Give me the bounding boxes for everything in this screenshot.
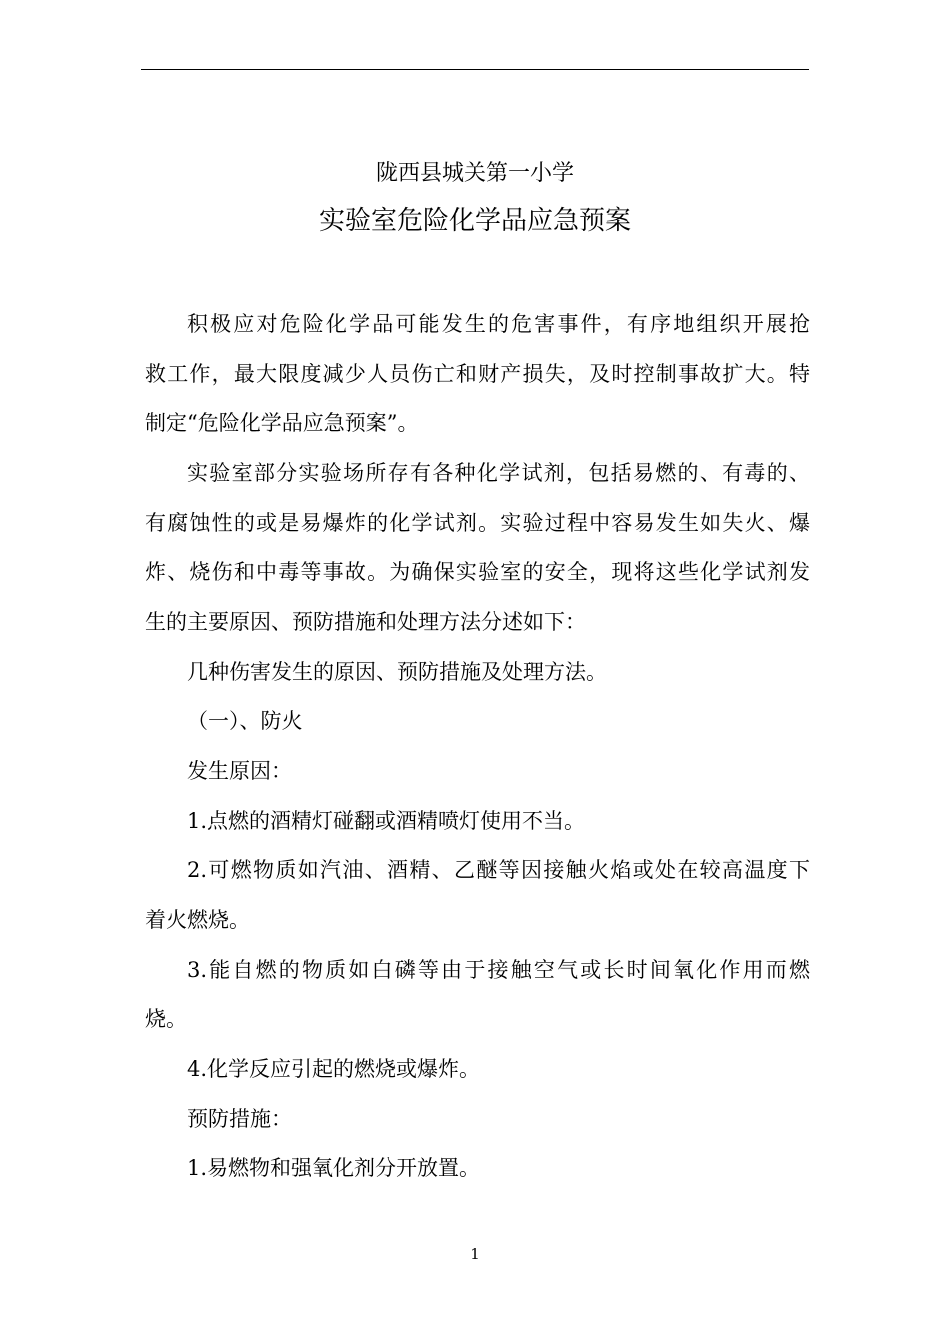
cause-3-line-2: 烧。 xyxy=(145,1007,187,1031)
cause-1: 1.点燃的酒精灯碰翻或酒精喷灯使用不当。 xyxy=(187,809,586,833)
school-name: 陇西县城关第一小学 xyxy=(375,161,574,186)
paragraph-3: 几种伤害发生的原因、预防措施及处理方法。 xyxy=(187,660,607,684)
paragraph-1-line-3: 制定“危险化学品应急预案”。 xyxy=(145,411,419,435)
prevention-1: 1.易燃物和强氧化剂分开放置。 xyxy=(187,1156,481,1180)
cause-4: 4.化学反应引起的燃烧或爆炸。 xyxy=(187,1057,481,1081)
paragraph-2-line-2: 有腐蚀性的或是易爆炸的化学试剂。实验过程中容易发生如失火、爆 xyxy=(145,511,810,535)
paragraph-1-line-2: 救工作，最大限度减少人员伤亡和财产损失，及时控制事故扩大。特 xyxy=(145,362,810,386)
cause-3-line-1: 3.能自燃的物质如白磷等由于接触空气或长时间氧化作用而燃 xyxy=(187,958,810,982)
paragraph-2-line-1: 实验室部分实验场所存有各种化学试剂，包括易燃的、有毒的、 xyxy=(187,461,810,485)
paragraph-2-line-3: 炸、烧伤和中毒等事故。为确保实验室的安全，现将这些化学试剂发 xyxy=(145,560,810,584)
prevention-heading: 预防措施： xyxy=(187,1107,292,1131)
page-number: 1 xyxy=(470,1245,480,1263)
causes-heading: 发生原因： xyxy=(187,759,292,783)
section-heading-fire: （一）、防火 xyxy=(187,709,303,733)
document-title: 实验室危险化学品应急预案 xyxy=(318,206,631,236)
paragraph-2-line-4: 生的主要原因、预防措施和处理方法分述如下： xyxy=(145,610,586,634)
cause-2-line-2: 着火燃烧。 xyxy=(145,908,250,932)
paragraph-1-line-1: 积极应对危险化学品可能发生的危害事件，有序地组织开展抢 xyxy=(187,312,810,336)
header-rule xyxy=(141,69,809,70)
cause-2-line-1: 2.可燃物质如汽油、酒精、乙醚等因接触火焰或处在较高温度下 xyxy=(187,858,810,882)
